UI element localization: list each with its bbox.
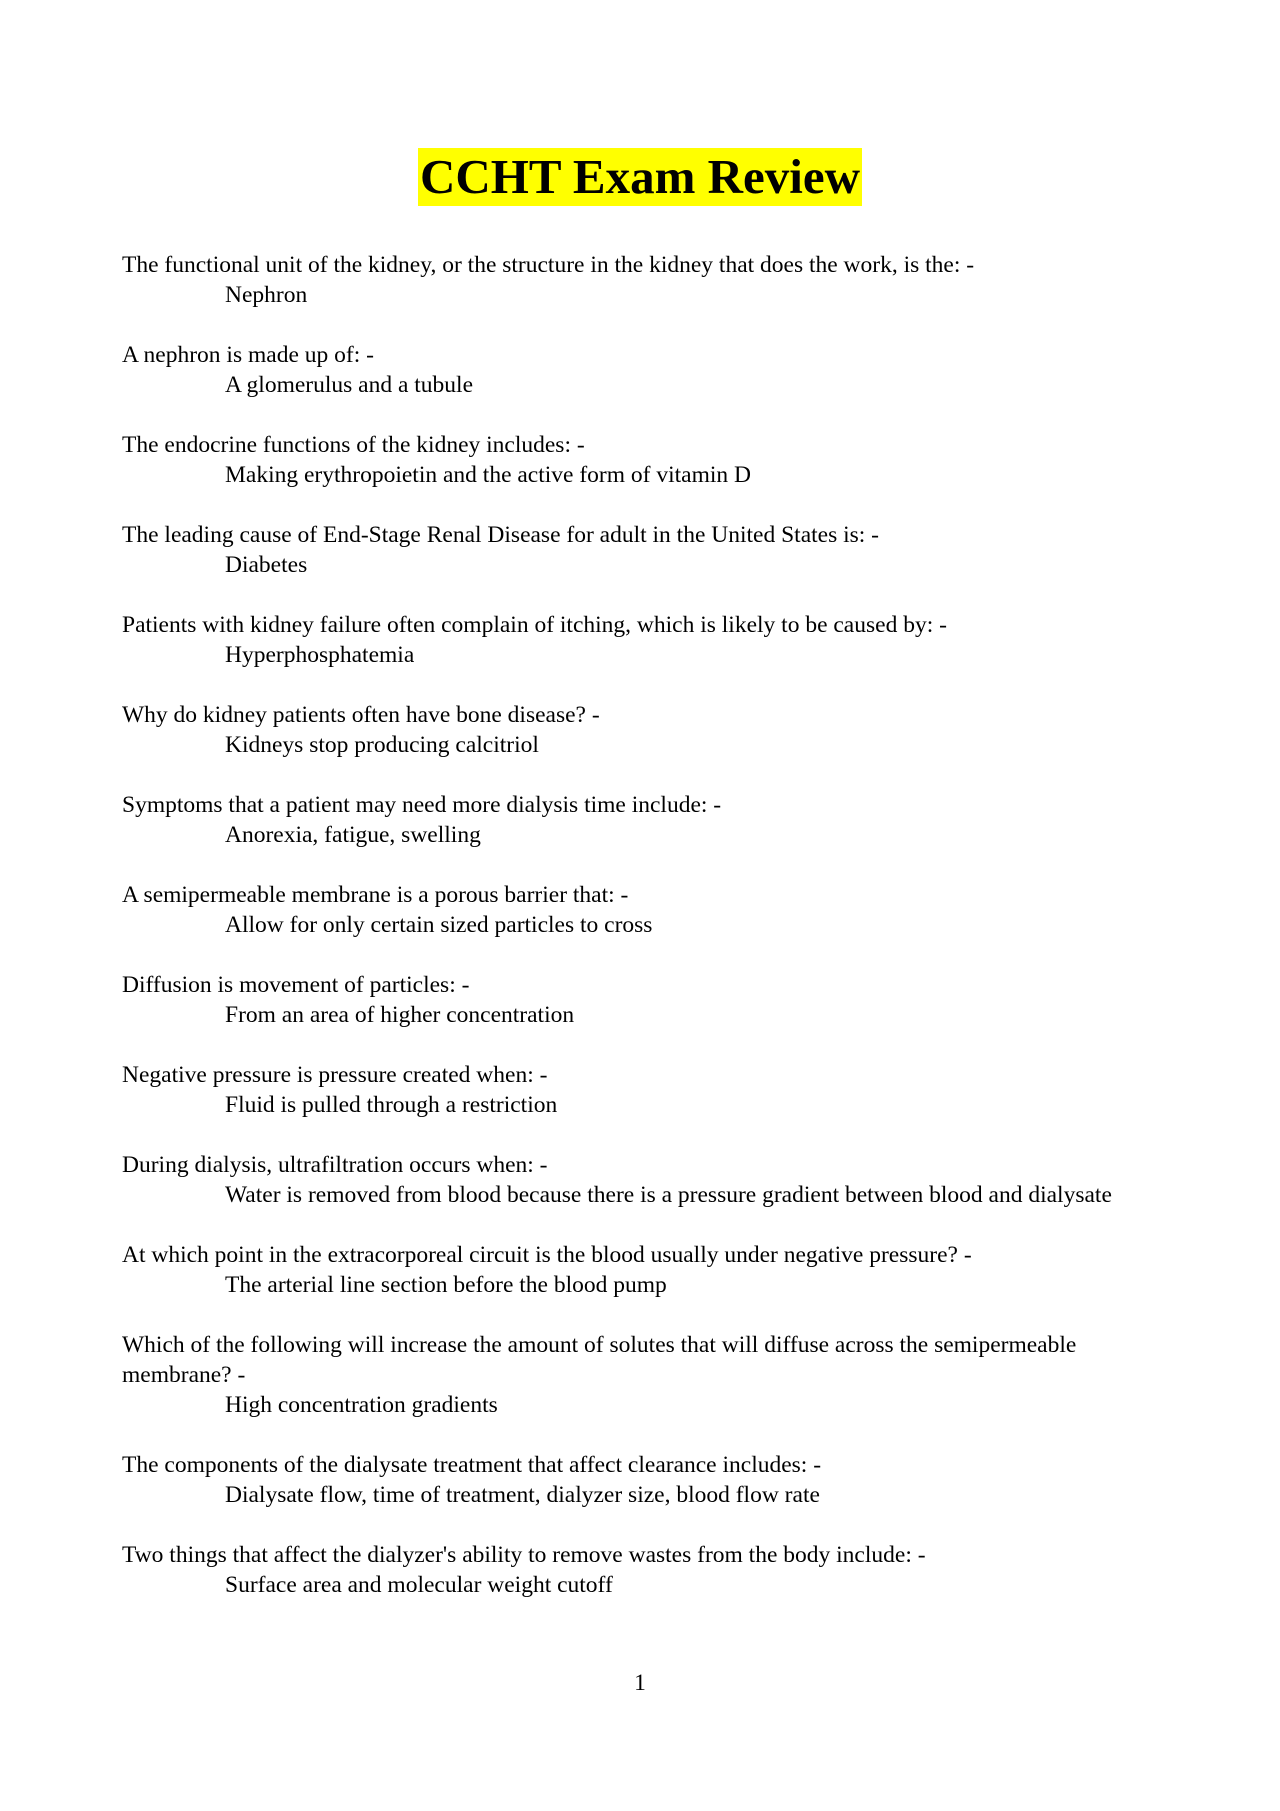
page-number: 1 xyxy=(634,1670,646,1696)
question-text: A nephron is made up of: - xyxy=(122,342,374,368)
answer-text: Surface area and molecular weight cutoff xyxy=(225,1572,613,1598)
answer-text: Allow for only certain sized particles to cross xyxy=(225,912,653,938)
answer-text: Water is removed from blood because there is a pressure gradient between blood and dialysate xyxy=(225,1182,1112,1208)
question-text: Patients with kidney failure often complain of itching, which is likely to be caused by: - xyxy=(122,612,947,638)
answer-text: Nephron xyxy=(225,282,308,308)
question-text: At which point in the extracorporeal circuit is the blood usually under negative pressure? - xyxy=(122,1242,972,1268)
question-text: During dialysis, ultrafiltration occurs when: - xyxy=(122,1152,548,1178)
qa-item xyxy=(122,430,1122,490)
qa-list xyxy=(122,250,1122,1630)
answer-text: Anorexia, fatigue, swelling xyxy=(225,822,481,848)
question-text: The endocrine functions of the kidney includes: - xyxy=(122,432,585,458)
qa-item xyxy=(122,1060,1122,1120)
question-text: The leading cause of End-Stage Renal Disease for adult in the United States is: - xyxy=(122,522,880,548)
answer-text: Diabetes xyxy=(225,552,308,578)
answer-text: Hyperphosphatemia xyxy=(225,642,415,668)
qa-item xyxy=(122,880,1122,940)
qa-item xyxy=(122,970,1122,1030)
answer-text: The arterial line section before the blood pump xyxy=(225,1272,667,1298)
answer-text: From an area of higher concentration xyxy=(225,1002,575,1028)
question-text: The components of the dialysate treatment that affect clearance includes: - xyxy=(122,1452,822,1478)
title-container xyxy=(0,148,1280,206)
question-text: Which of the following will increase the amount of solutes that will diffuse across the semipermeable membrane? - xyxy=(122,1332,1077,1388)
question-text: The functional unit of the kidney, or the structure in the kidney that does the work, is the: - xyxy=(122,252,975,278)
question-text: Negative pressure is pressure created when: - xyxy=(122,1062,548,1088)
question-text: Why do kidney patients often have bone disease? - xyxy=(122,702,600,728)
qa-item xyxy=(122,1240,1122,1300)
qa-item xyxy=(122,790,1122,850)
qa-item xyxy=(122,1540,1122,1600)
qa-item xyxy=(122,1450,1122,1510)
answer-text: Kidneys stop producing calcitriol xyxy=(225,732,539,758)
answer-text: Dialysate flow, time of treatment, dialyzer size, blood flow rate xyxy=(225,1482,820,1508)
qa-item xyxy=(122,520,1122,580)
answer-text: Fluid is pulled through a restriction xyxy=(225,1092,558,1118)
qa-item xyxy=(122,1150,1122,1210)
answer-text: Making erythropoietin and the active form of vitamin D xyxy=(225,462,751,488)
question-text: Two things that affect the dialyzer's ability to remove wastes from the body include: - xyxy=(122,1542,926,1568)
answer-text: High concentration gradients xyxy=(225,1392,498,1418)
qa-item xyxy=(122,610,1122,670)
qa-item xyxy=(122,1330,1122,1420)
question-text: A semipermeable membrane is a porous barrier that: - xyxy=(122,882,629,908)
qa-item xyxy=(122,340,1122,400)
answer-text: A glomerulus and a tubule xyxy=(225,372,474,398)
qa-item xyxy=(122,250,1122,310)
question-text: Symptoms that a patient may need more dialysis time include: - xyxy=(122,792,722,818)
page-title: CCHT Exam Review xyxy=(419,149,861,204)
question-text: Diffusion is movement of particles: - xyxy=(122,972,470,998)
qa-item xyxy=(122,700,1122,760)
